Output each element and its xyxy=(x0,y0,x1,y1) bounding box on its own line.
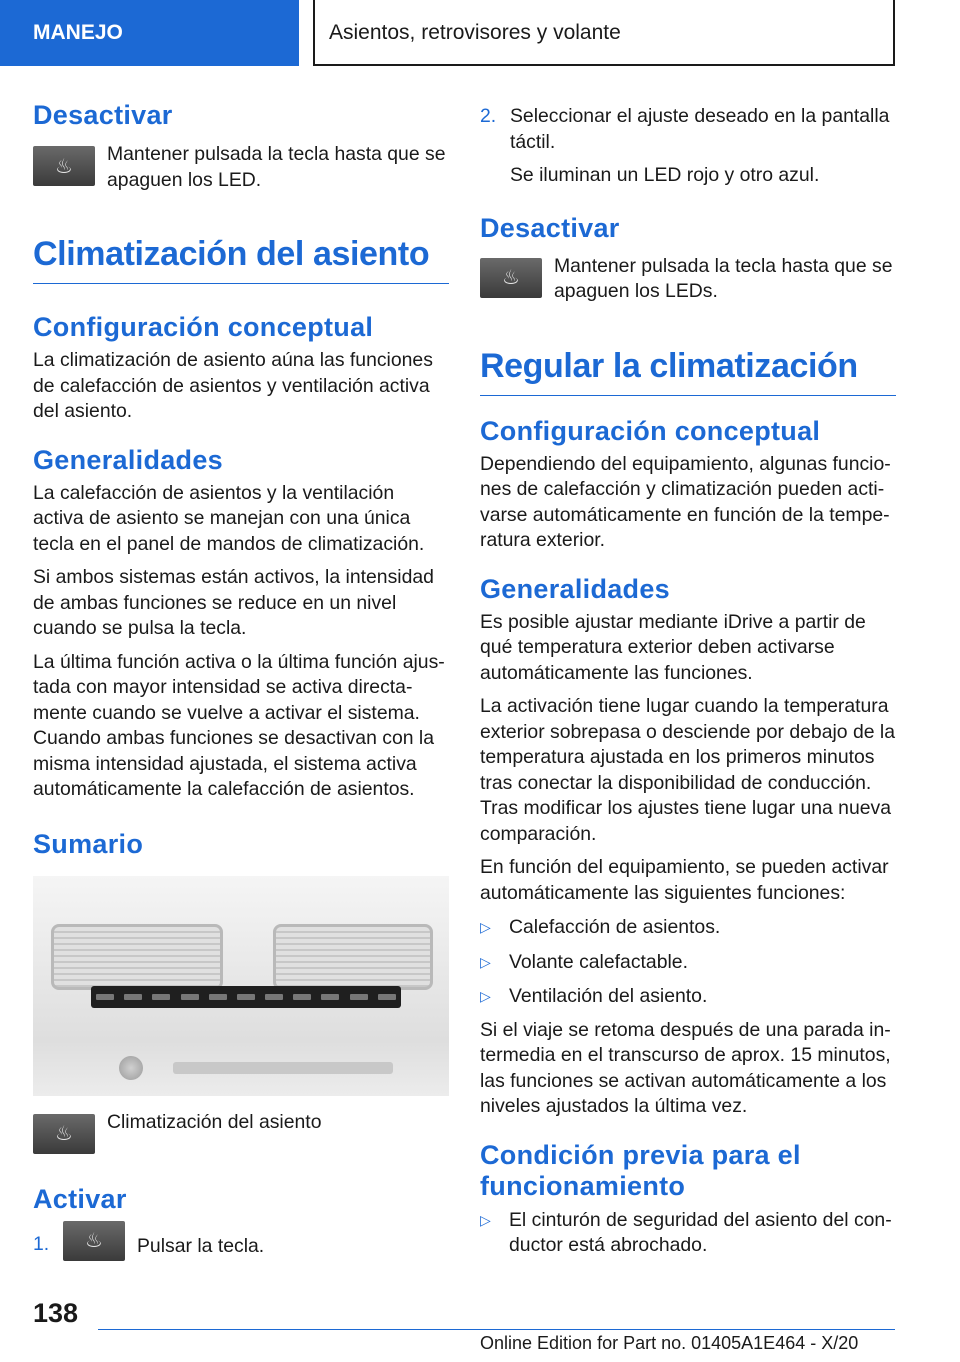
climate-panel-photo xyxy=(33,876,449,1096)
seat-climate-key-icon: ♨ xyxy=(33,1114,95,1154)
chapter-title: Asientos, retrovisores y volante xyxy=(313,0,895,66)
media-slot xyxy=(173,1062,393,1074)
desactivar-row xyxy=(33,143,449,193)
step-2 xyxy=(480,104,896,189)
section-tab: MANEJO xyxy=(0,0,299,66)
general-r-p2: La activación tiene lugar cuando la temperatura exterior sobrepasa o desciende por debajo de la temperatura ajustada en los primeros minutos tras conectar la disponibilidad de conducción. Tras modificar los ajustes tiene lugar una nueva comparación. xyxy=(480,695,896,845)
general-r-p3: En función del equipamiento, se pueden activar automáticamente las siguientes funciones: xyxy=(480,856,889,904)
heading-sumario: Sumario xyxy=(33,828,144,859)
triangle-bullet-icon: ▷ xyxy=(480,953,491,970)
edition-note: Online Edition for Part no. 01405A1E464 - X/20 xyxy=(480,1333,859,1353)
heading-configuracion: Configuración conceptual xyxy=(33,312,374,342)
left-column xyxy=(33,100,449,1261)
step-subtext: Se iluminan un LED rojo y otro azul. xyxy=(510,164,820,186)
general-p2: Si ambos sistemas están activos, la intensidad de ambas funciones se reduce en un nivel cuando se pulsa la tecla. xyxy=(33,566,434,639)
triangle-bullet-icon: ▷ xyxy=(480,988,491,1004)
step-number: 1. xyxy=(33,1232,50,1255)
heading-configuracion-2: Configuración conceptual xyxy=(480,415,821,446)
heading-regular-climatizacion: Regular la climatización xyxy=(480,345,896,396)
triangle-bullet-icon: ▷ xyxy=(480,1211,491,1228)
heading-condicion: Condición previa para el funcionamiento xyxy=(480,1139,801,1201)
control-button-strip xyxy=(91,986,401,1008)
heading-desactivar: Desactivar xyxy=(33,100,173,130)
seat-climate-key-icon: ♨ xyxy=(63,1221,125,1261)
page-header xyxy=(0,0,960,66)
desactivar-text-2: Mantener pulsada la tecla hasta que se apaguen los LEDs. xyxy=(554,254,893,302)
list-item: ▷ El cinturón de seguridad del asiento del conductor está abrochado. xyxy=(480,1208,896,1259)
list-item: ▷ Ventilación del asiento. xyxy=(480,984,896,1010)
concept-text-2: Dependiendo del equipamiento, algunas funciones de calefacción y climatización pueden activarse automáticamente en función de la temperatura exterior. xyxy=(480,452,891,551)
list-item: ▷ Volante calefactable. xyxy=(480,950,896,976)
general-p1: La calefacción de asientos y la ventilación activa de asiento se manejan con una única tecla en el panel de mandos de climatización. xyxy=(33,481,425,555)
photo-caption: Climatización del asiento xyxy=(107,1110,322,1133)
heading-generalidades-2: Generalidades xyxy=(480,573,670,604)
general-r-p1: Es posible ajustar mediante iDrive a partir de qué temperatura exterior deben activarse automáticamente las funciones. xyxy=(480,610,866,684)
desactivar-text: Mantener pulsada la tecla hasta que se apaguen los LED. xyxy=(107,143,446,191)
seat-climate-key-icon: ♨ xyxy=(480,258,542,298)
heading-climatizacion-asiento: Climatización del asiento xyxy=(33,233,449,284)
step-number: 2. xyxy=(480,105,497,127)
step-text: Seleccionar el ajuste deseado en la pantalla táctil. xyxy=(510,105,890,153)
step-1 xyxy=(33,1221,449,1261)
heading-desactivar-2: Desactivar xyxy=(480,212,620,243)
list-item: ▷ Calefacción de asientos. xyxy=(480,915,896,941)
caption-row xyxy=(33,1110,449,1154)
air-vent-left xyxy=(51,924,223,990)
step-text: Pulsar la tecla. xyxy=(137,1234,265,1257)
concept-text: La climatización de asiento aúna las funciones de calefacción de asientos y ventilación activa del asiento. xyxy=(33,349,433,422)
footer-divider xyxy=(98,1329,895,1330)
heading-activar: Activar xyxy=(33,1183,127,1214)
general-p3: La última función activa o la última función ajustada con mayor intensidad se activa directamente cuando se vuelve a activar el sistema. Cuando ambas funciones se desactivan con la misma intensidad ajustada, el sistema activa automáticamente la calefacción de asientos. xyxy=(33,650,445,800)
general-r-p4: Si el viaje se retoma después de una parada intermedia en el transcurso de aprox. 15 minutos, las funciones se activan automáticamente a los niveles ajustados la última vez. xyxy=(480,1018,891,1117)
heading-generalidades: Generalidades xyxy=(33,444,223,475)
triangle-bullet-icon: ▷ xyxy=(480,919,491,935)
air-vent-right xyxy=(273,924,433,990)
volume-knob xyxy=(119,1056,143,1080)
seat-climate-key-icon: ♨ xyxy=(33,146,95,186)
page-number: 138 xyxy=(33,1298,79,1328)
right-column xyxy=(480,100,896,1259)
desactivar-row-2 xyxy=(480,254,896,305)
